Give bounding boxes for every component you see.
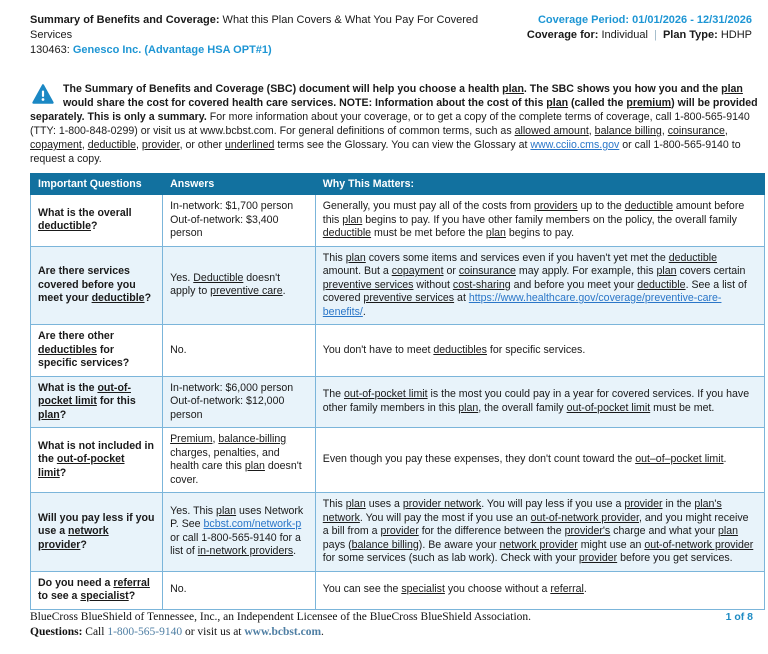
text-segment: or call 1-800-565-9140 for a list of <box>170 531 301 558</box>
text-segment: out-of-pocket limit <box>343 388 428 401</box>
text-segment: plan <box>718 525 739 537</box>
text-segment: , and you might receive a bill from a <box>322 511 749 537</box>
text-segment: . The SBC shows you how you and the <box>523 83 722 95</box>
text-segment: (called the <box>568 97 627 109</box>
text-segment: Generally, you must pay all of the costs from <box>322 200 534 212</box>
text-segment: deductible <box>38 220 91 233</box>
text-segment: might use an <box>577 538 645 551</box>
text-segment: Call <box>85 625 108 638</box>
plan-name: Genesco Inc. (Advantage HSA OPT#1) <box>72 44 272 56</box>
text-segment: Will you pay less if you use a <box>38 511 155 537</box>
text-segment: copayment <box>30 139 82 151</box>
hyperlink[interactable]: www.cciio.cms.gov <box>530 139 620 151</box>
text-segment: . You will pay the most if you use an <box>359 511 531 524</box>
answer-cell <box>163 493 316 572</box>
text-segment: For more information about your coverage, or to get a copy of the complete terms of coverage, call 1-800-565-9140 (TTY: 1-800-848-0299) or visit us at www.bcbst.com. For general definitions of common terms, such as <box>30 111 750 137</box>
text-segment: coinsurance <box>667 125 725 137</box>
text-segment: or visit us at <box>182 625 245 638</box>
warning-icon <box>32 84 54 108</box>
text-segment: for the difference between the <box>418 525 565 537</box>
table-row <box>31 571 765 609</box>
answer-cell <box>163 246 316 325</box>
document-footer <box>0 610 768 654</box>
text-segment: plan <box>458 401 479 414</box>
text-segment: up to the <box>577 200 625 212</box>
table-row <box>31 376 765 428</box>
text-segment: uses a <box>365 498 403 510</box>
text-segment: . <box>282 285 286 298</box>
table-row <box>31 195 765 247</box>
text-segment: or call 1-800-565-9140 to request a copy. <box>30 139 741 165</box>
question-cell <box>31 325 163 377</box>
text-segment: No. <box>170 583 187 596</box>
text-segment: out-of-pocket limit <box>38 453 125 479</box>
question-cell <box>31 195 163 247</box>
text-segment: The Summary of Benefits and Coverage (SBC) document will help you choose a health <box>63 83 503 95</box>
plan-type-value: HDHP <box>720 29 752 41</box>
page-number: 1 of 8 <box>725 610 753 623</box>
why-cell <box>315 571 764 609</box>
question-cell <box>31 376 163 428</box>
footer-questions-row <box>30 625 753 640</box>
text-segment: without <box>413 278 453 291</box>
text-segment: ? <box>90 220 98 233</box>
text-segment: may apply. For example, this <box>515 265 657 277</box>
text-segment: provider <box>624 498 663 510</box>
why-cell <box>315 246 764 325</box>
text-segment: What is the <box>38 381 98 394</box>
text-segment: plan <box>244 460 265 472</box>
text-segment: cost-sharing <box>452 278 511 291</box>
text-segment: for some services (such as lab work). Check with your <box>322 552 579 564</box>
text-segment: preventive services <box>363 292 455 304</box>
benefits-table-head <box>31 174 765 195</box>
text-segment: covers certain <box>676 265 746 277</box>
plan-line <box>30 43 500 58</box>
table-row <box>31 246 765 325</box>
text-segment: plan's <box>694 498 722 510</box>
footer-licensee-row <box>30 610 753 625</box>
text-segment: uses Network P. See <box>170 504 304 531</box>
column-header-important-questions: Important Questions <box>31 174 163 195</box>
text-segment: at <box>454 292 469 304</box>
text-segment: In-network: $1,700 person <box>170 200 294 212</box>
text-segment: doesn't apply to <box>170 271 281 298</box>
text-segment: . <box>362 305 366 318</box>
text-segment: to see a <box>38 590 81 602</box>
text-segment: Do you need a <box>38 576 114 589</box>
text-segment: network <box>322 511 360 524</box>
coverage-for-line <box>527 28 752 43</box>
text-segment: in-network providers <box>197 545 294 558</box>
text-segment: Are there services covered before you meet your <box>38 265 136 304</box>
question-cell <box>31 246 163 325</box>
text-segment: providers <box>533 200 578 212</box>
plan-id: 130463: <box>30 44 70 56</box>
text-segment: would share the cost for covered health care services. NOTE: Information about the cost of this <box>63 97 547 109</box>
text-segment: for this <box>96 395 136 407</box>
text-segment: or <box>443 265 459 277</box>
text-segment: The <box>322 388 344 401</box>
intro-note <box>30 82 758 166</box>
text-segment: provider <box>380 525 419 537</box>
text-segment: . <box>293 545 297 558</box>
answer-cell <box>163 571 316 609</box>
text-segment: ? <box>128 590 136 602</box>
text-segment: , <box>212 433 219 445</box>
text-segment: ). Be aware your <box>418 538 500 551</box>
why-cell <box>315 428 764 493</box>
answer-cell <box>163 195 316 247</box>
text-segment: deductible <box>87 139 137 151</box>
text-segment: plan <box>656 265 677 277</box>
text-segment: balance billing <box>594 125 662 137</box>
text-segment: This <box>322 498 346 510</box>
text-segment: charges, penalties, and health care this <box>170 446 280 472</box>
text-segment: out-of-network provider <box>644 538 754 551</box>
document-subtitle: What this Plan Covers & What You Pay For Covered Services <box>30 14 479 41</box>
text-segment: premium <box>626 97 672 109</box>
benefits-table-wrap <box>30 173 765 610</box>
benefits-table <box>30 173 765 610</box>
intro-paragraph <box>30 82 758 166</box>
text-segment: This is only a summary. <box>87 111 207 123</box>
question-cell <box>31 493 163 572</box>
coverage-for-label: Coverage for: <box>526 29 599 41</box>
text-segment: plan <box>485 227 506 239</box>
text-segment: ) will be provided separately. <box>30 97 758 123</box>
text-segment: referral <box>113 576 150 589</box>
question-cell <box>31 428 163 493</box>
text-segment: deductible <box>322 227 372 239</box>
table-row <box>31 428 765 493</box>
text-segment: , <box>136 139 142 151</box>
table-row <box>31 493 765 572</box>
text-segment: terms see the Glossary. You can view the Glossary at <box>274 139 531 151</box>
table-header-row <box>31 174 765 195</box>
text-segment: ? <box>59 466 67 479</box>
text-segment: Yes. <box>170 271 194 284</box>
text-segment: . You will pay less if you use a <box>481 498 625 510</box>
text-segment: Premium <box>170 433 213 445</box>
text-segment: balance billing <box>351 538 419 551</box>
text-segment: plan <box>342 213 363 226</box>
text-segment: plan <box>345 251 366 264</box>
text-segment: provider network <box>402 498 482 510</box>
coverage-for-value: Individual <box>601 29 648 41</box>
text-segment: What is the overall <box>38 206 132 219</box>
column-header-why-this-matters: Why This Matters: <box>315 174 764 195</box>
hyperlink[interactable]: bcbst.com/network-p <box>203 518 302 531</box>
coverage-period: Coverage Period: 01/01/2026 - 12/31/2026 <box>537 14 752 26</box>
text-segment: amount before this <box>322 200 745 226</box>
text-segment: . <box>583 583 587 596</box>
text-segment: Questions: <box>30 625 86 638</box>
text-segment: out-of-pocket limit <box>566 401 651 414</box>
text-segment: deductible <box>624 200 673 212</box>
text-segment: preventive care <box>210 285 283 298</box>
text-segment: , the overall family <box>478 401 567 414</box>
text-segment: specialist <box>80 590 129 602</box>
text-segment: What is not included in the <box>38 439 154 466</box>
hyperlink[interactable]: 1-800-565-9140 <box>107 625 183 638</box>
benefits-table-body <box>31 195 765 610</box>
text-segment: plan <box>216 504 237 517</box>
text-segment: out-of-network provider <box>530 511 639 524</box>
text-segment: plan <box>721 83 743 95</box>
text-segment: must be met before the <box>371 227 486 239</box>
text-segment: for specific services. <box>486 343 586 356</box>
hyperlink[interactable]: https://www.healthcare.gov/coverage/preventive-care-benefits/ <box>322 292 722 318</box>
text-segment: begins to pay. If you have other family members on the policy, the overall family <box>362 213 737 226</box>
text-segment: Are there other <box>38 330 114 342</box>
table-row <box>31 325 765 377</box>
text-segment: , <box>724 125 728 137</box>
text-segment: Out-of-network: $12,000 person <box>170 395 285 421</box>
why-cell <box>315 195 764 247</box>
text-segment: , or other <box>179 139 225 151</box>
answer-cell <box>163 428 316 493</box>
answer-cell <box>163 325 316 377</box>
text-segment: , <box>661 125 668 137</box>
text-segment: deductible <box>91 292 145 304</box>
document-header <box>0 0 768 58</box>
text-segment: . <box>723 453 727 466</box>
document-title <box>30 13 500 43</box>
text-segment: out–of–pocket limit <box>635 453 724 466</box>
question-cell <box>31 571 163 609</box>
text-segment: , <box>81 139 88 151</box>
text-segment: coinsurance <box>458 265 516 277</box>
text-segment: balance-billing <box>218 433 287 445</box>
plan-type-label: Plan Type: <box>662 29 718 41</box>
text-segment: you choose without a <box>444 583 551 596</box>
text-segment: plan <box>38 408 60 421</box>
column-header-answers: Answers <box>163 174 316 195</box>
text-segment: charge and what your <box>610 525 719 537</box>
header-left <box>30 13 500 58</box>
why-cell <box>315 493 764 572</box>
text-segment: pays ( <box>322 538 352 551</box>
hyperlink[interactable]: www.bcbst.com <box>244 625 322 638</box>
text-segment: This <box>322 251 346 264</box>
why-cell <box>315 376 764 428</box>
text-segment: must be met. <box>650 401 715 414</box>
text-segment: deductibles <box>38 343 97 356</box>
text-segment: Deductible <box>193 271 244 284</box>
text-segment: plan <box>345 498 366 510</box>
why-cell <box>315 325 764 377</box>
text-segment: deductible <box>668 251 717 264</box>
text-segment: begins to pay. <box>505 227 575 239</box>
text-segment: amount. But a <box>322 265 392 277</box>
text-segment: , <box>588 125 595 137</box>
text-segment: ? <box>59 408 67 421</box>
text-segment: out-of-pocket limit <box>38 381 131 407</box>
document-title-bold: Summary of Benefits and Coverage: <box>30 14 220 26</box>
text-segment: underlined <box>224 139 275 151</box>
text-segment: allowed amount <box>514 125 589 137</box>
text-segment: You can see the <box>322 583 402 596</box>
text-segment: plan <box>502 83 524 95</box>
text-segment: ? <box>80 538 87 551</box>
licensee-text: BlueCross BlueShield of Tennessee, Inc., an Independent Licensee of the BlueCross BlueShield Association. <box>30 610 532 623</box>
separator: | <box>654 29 657 41</box>
text-segment: . <box>321 625 324 638</box>
text-segment: is the most you could pay in a year for covered services. If you have other family members in this <box>322 388 750 414</box>
text-segment: Out-of-network: $3,400 person <box>170 213 279 239</box>
text-segment: provider <box>141 139 180 151</box>
text-segment: doesn't cover. <box>170 460 302 486</box>
text-segment: Yes. This <box>170 504 217 517</box>
text-segment: No. <box>170 343 187 356</box>
text-segment: You don't have to meet <box>322 343 434 356</box>
text-segment: in the <box>662 498 695 510</box>
text-segment: provider <box>578 552 618 564</box>
text-segment: specialist <box>401 583 445 596</box>
text-segment: network provider <box>499 538 578 551</box>
text-segment: copayment <box>391 265 444 277</box>
text-segment: deductibles <box>433 343 487 356</box>
text-segment: network provider <box>38 525 109 551</box>
text-segment: . See a list of covered <box>322 278 747 304</box>
text-segment: preventive services <box>322 278 414 291</box>
text-segment: In-network: $6,000 person <box>170 381 294 394</box>
text-segment: for specific services? <box>38 343 130 369</box>
text-segment: provider's <box>564 525 611 537</box>
text-segment: covers some items and services even if you haven't yet met the <box>365 251 669 264</box>
text-segment: Even though you pay these expenses, they don't count toward the <box>322 453 636 466</box>
text-segment: ? <box>144 292 152 304</box>
text-segment: plan <box>546 97 569 109</box>
answer-cell <box>163 376 316 428</box>
text-segment: before you get services. <box>617 552 733 564</box>
text-segment: and before you meet your <box>510 278 638 291</box>
text-segment: referral <box>550 583 584 596</box>
text-segment: deductible <box>637 278 686 291</box>
header-right <box>527 13 752 43</box>
